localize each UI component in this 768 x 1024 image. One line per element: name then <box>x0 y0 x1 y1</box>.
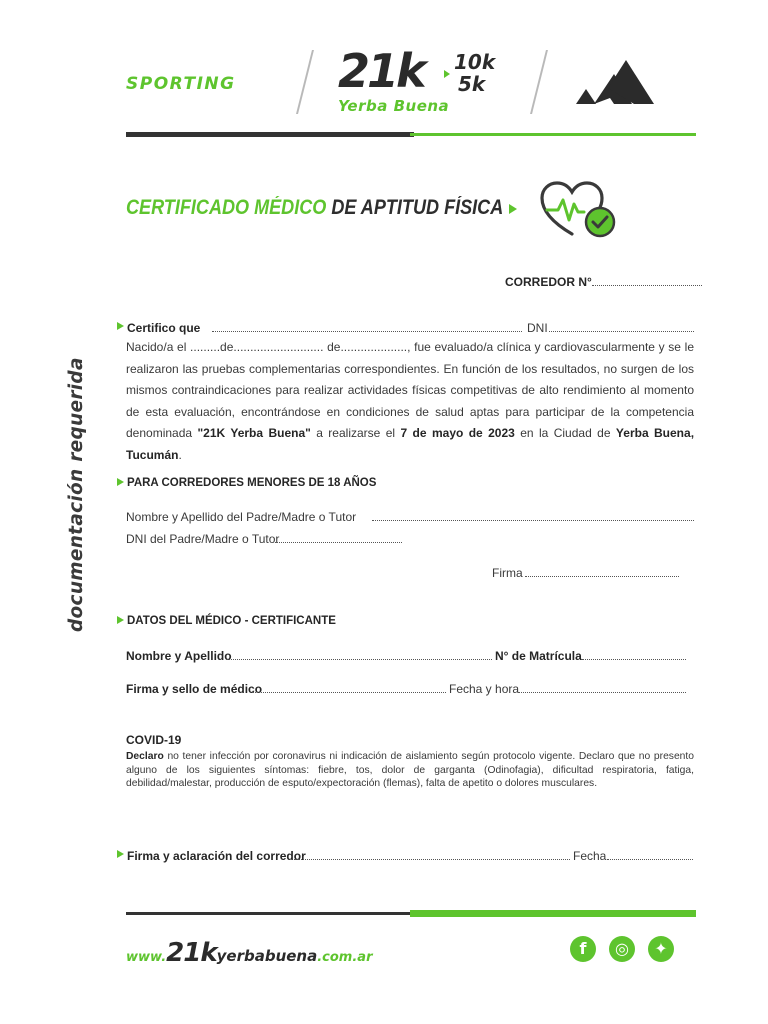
runner-fecha-field[interactable] <box>607 849 693 860</box>
event-logo-10k: 10k <box>454 50 496 74</box>
doctor-firma-label: Firma y sello de médico <box>126 682 263 696</box>
covid-heading: COVID-19 <box>126 733 182 747</box>
corredor-label: CORREDOR N° <box>505 275 592 289</box>
runner-fecha-label: Fecha <box>573 849 607 863</box>
bullet-arrow-icon <box>117 478 124 486</box>
event-logo-5k: 5k <box>458 72 486 96</box>
sporting-logo: SPORTING <box>126 74 236 94</box>
heart-check-icon <box>538 180 620 240</box>
footer-bar-dark <box>126 912 410 915</box>
runner-sign-label: Firma y aclaración del corredor <box>127 849 306 863</box>
fecha-hora-field[interactable] <box>518 682 686 693</box>
side-label: documentación requerida <box>66 357 87 632</box>
dni-label: DNI <box>527 321 548 335</box>
certifico-line: Certifico que <box>127 321 201 335</box>
event-logo-21k: 21k <box>338 44 424 98</box>
corredor-number-field[interactable] <box>505 275 702 289</box>
minor-firma-label: Firma <box>492 566 523 580</box>
runner-signature-field[interactable] <box>294 849 570 860</box>
header-divider <box>296 50 314 114</box>
facebook-icon[interactable]: f <box>570 936 596 962</box>
patient-dni-field[interactable] <box>549 321 694 332</box>
parent-name-field[interactable] <box>372 510 694 521</box>
doctor-signature-field[interactable] <box>252 682 446 693</box>
parent-dni-label: DNI del Padre/Madre o Tutor <box>126 532 280 546</box>
bullet-arrow-icon <box>117 616 124 624</box>
covid-declaration: Declaro no tener infección por coronavirus ni indicación de aislamiento según protocolo vigente. Declaro que no presento alguno de los siguientes síntomas: fiebre, tos, dolor de garganta (Odinofagia), dificultad respiratoria, fatiga, debilidad/malestar, producción de esputo/expectoración (flemas), falta de apetito o dolores musculares. <box>126 751 694 789</box>
patient-name-field[interactable] <box>212 321 522 332</box>
header-bar-dark <box>126 132 414 137</box>
header-bar-green <box>410 133 696 136</box>
bullet-arrow-icon <box>117 850 124 858</box>
parent-signature-field[interactable] <box>525 566 679 577</box>
footer-bar-green <box>410 910 696 917</box>
certification-paragraph: Nacido/a el .........de........................... de...................., fue evaluado/a clínica y cardiovascularmente y se le realizaron las pruebas complementarias correspondientes. En función de los resultados, no surgen de los mismos contraindicaciones para realizar actividades físicas competitivas de alto rendimiento al momento de esta evaluación, encontrándose en condiciones de salud aptas para participar de la competencia denominada "21K Yerba Buena" a realizarse el 7 de mayo de 2023 en la Ciudad de Yerba Buena, Tucumán. <box>126 340 695 462</box>
doctor-name-field[interactable] <box>226 649 492 660</box>
parent-dni-field[interactable] <box>275 532 402 543</box>
matricula-field[interactable] <box>582 649 686 660</box>
twitter-icon[interactable]: ✦ <box>648 936 674 962</box>
parent-name-label: Nombre y Apellido del Padre/Madre o Tutor <box>126 510 357 524</box>
fecha-hora-label: Fecha y hora <box>449 682 520 696</box>
bullet-arrow-icon <box>117 322 124 330</box>
matricula-label: N° de Matrícula <box>495 649 582 663</box>
logo-arrow-icon <box>444 70 450 78</box>
document-title: CERTIFICADO MÉDICO DE APTITUD FÍSICA <box>126 196 504 219</box>
adidas-logo-icon <box>574 58 656 106</box>
minors-heading: PARA CORREDORES MENORES DE 18 AÑOS <box>127 477 377 489</box>
website-link[interactable]: www.21kyerbabuena.com.ar <box>126 938 373 968</box>
instagram-icon[interactable]: ◎ <box>609 936 635 962</box>
event-logo-city: Yerba Buena <box>338 97 450 115</box>
title-arrow-icon <box>509 204 517 214</box>
doctor-heading: DATOS DEL MÉDICO - CERTIFICANTE <box>127 615 336 627</box>
doctor-name-label: Nombre y Apellido <box>126 649 232 663</box>
header-divider <box>530 50 548 114</box>
